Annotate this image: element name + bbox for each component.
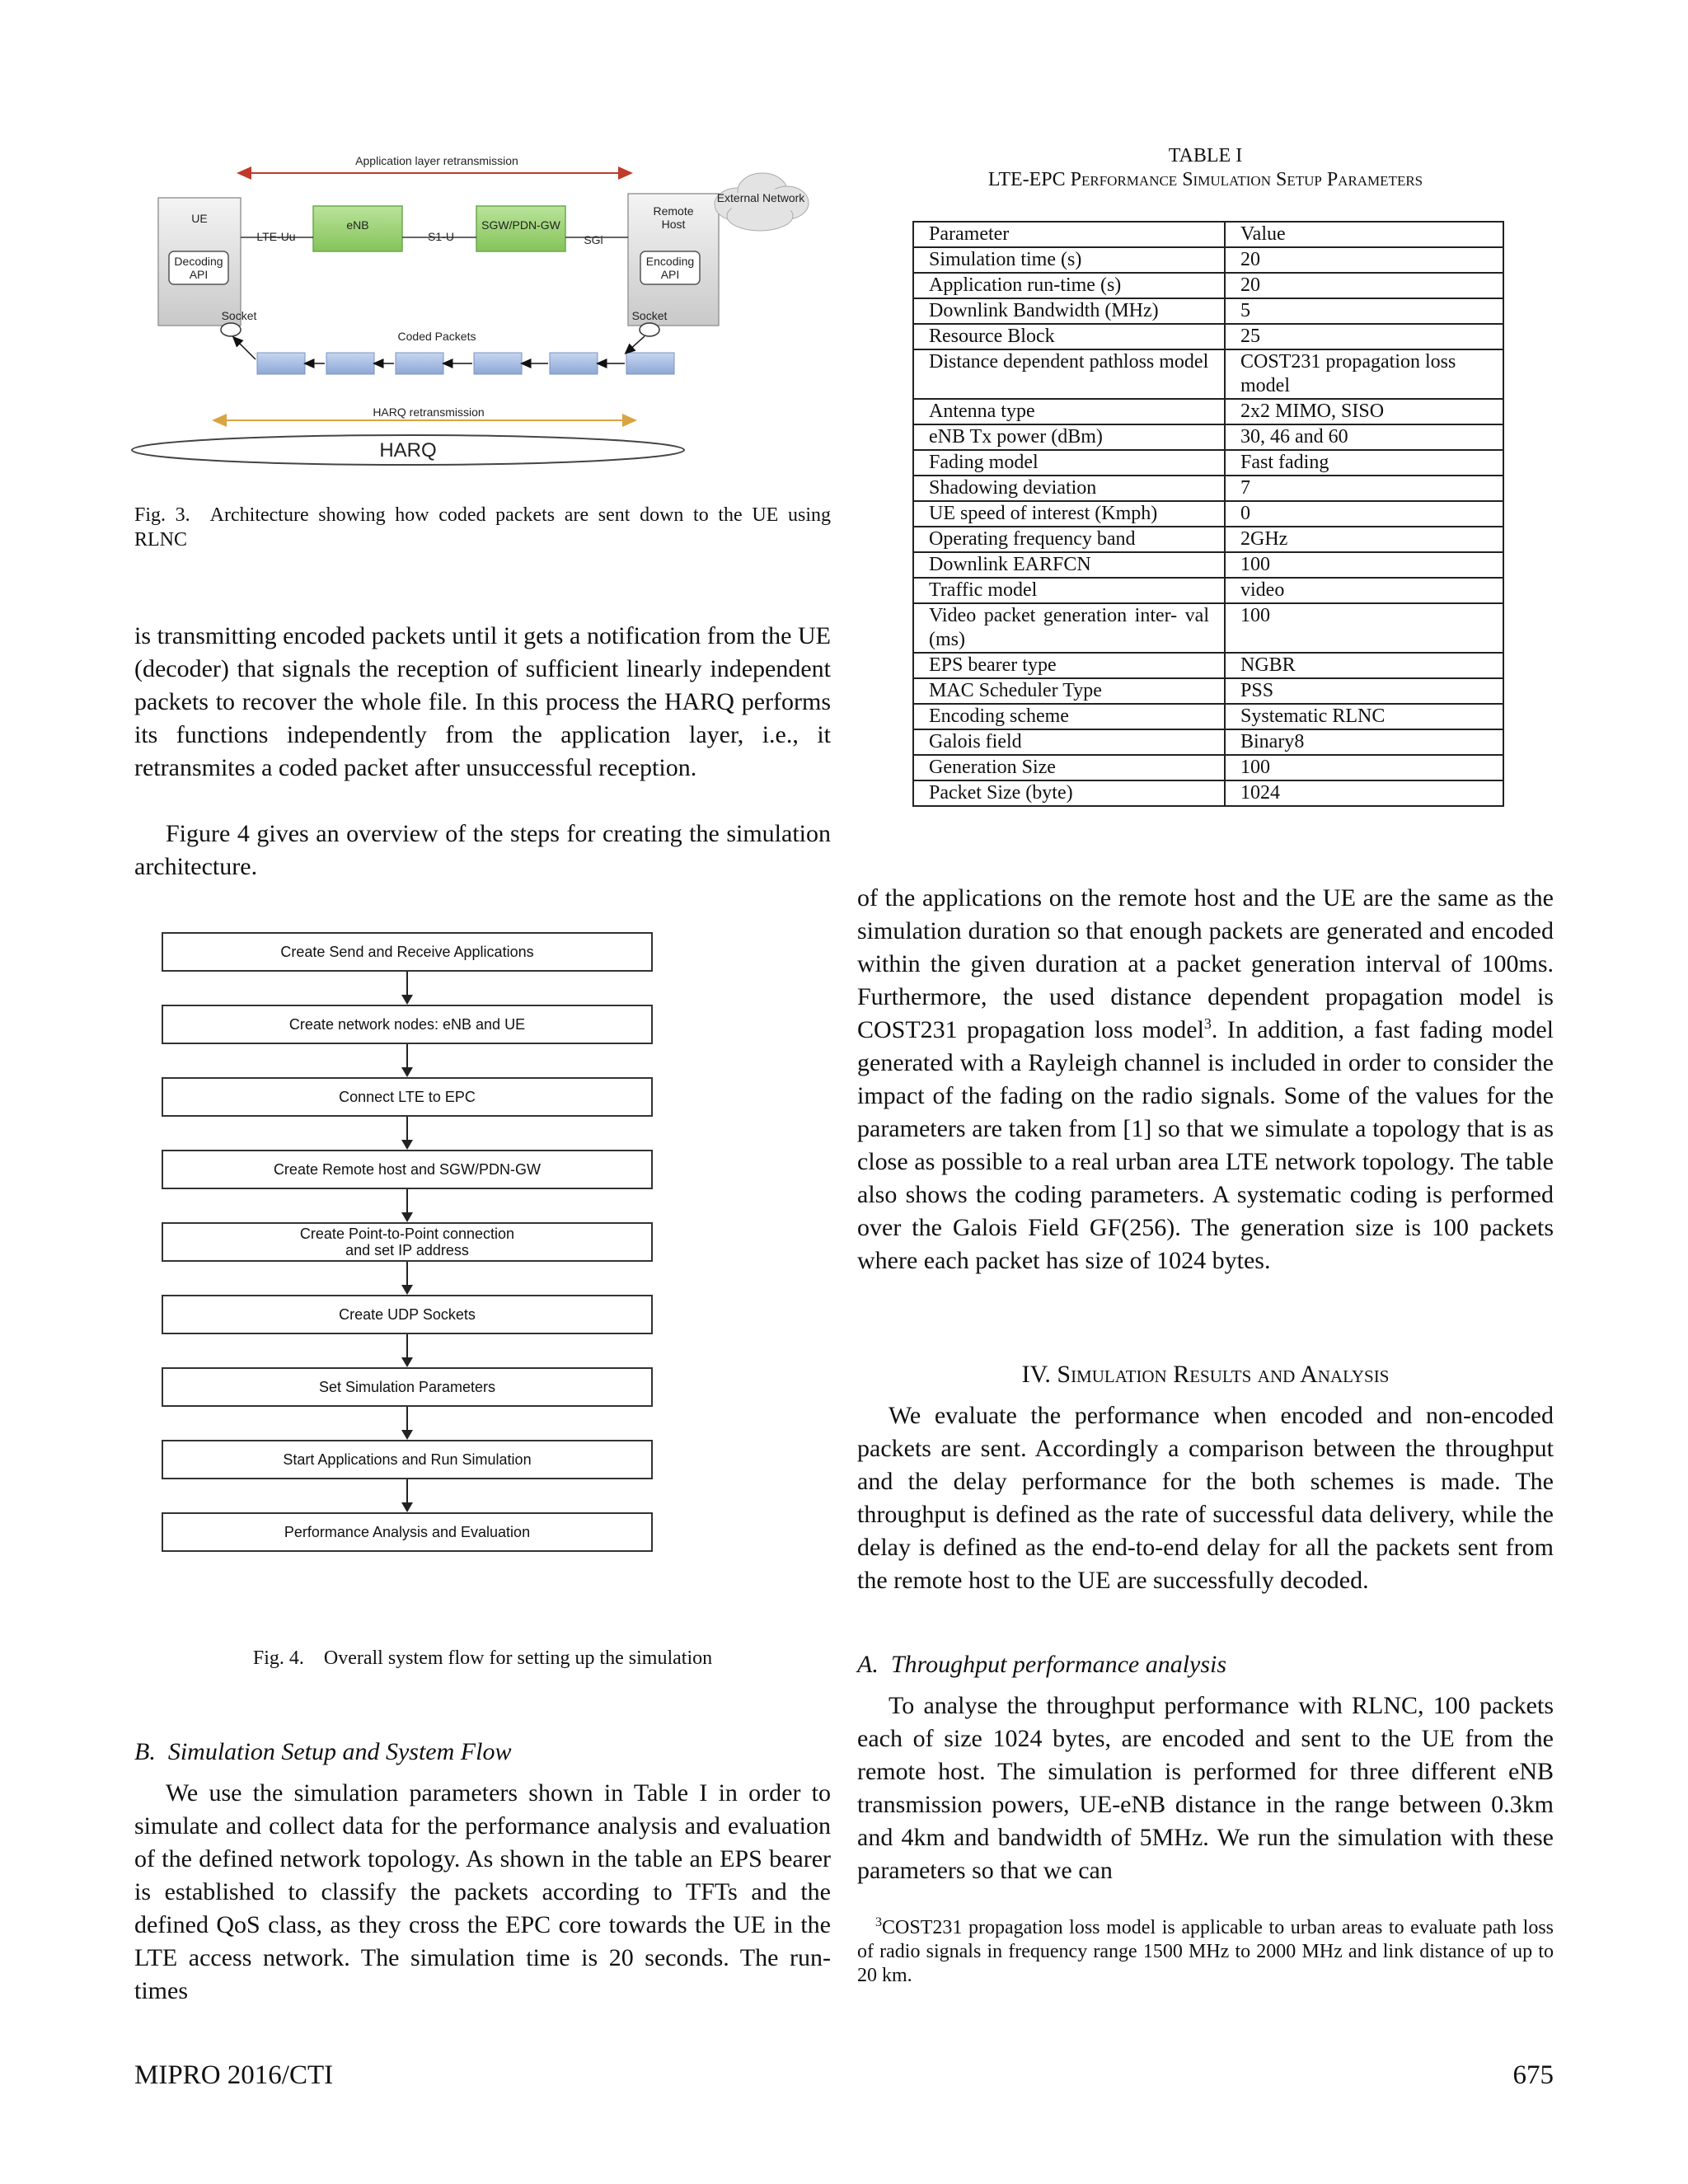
flow-step-box: Set Simulation Parameters [162,1367,653,1407]
table-cell-parameter: Generation Size [913,755,1225,780]
table-cell-parameter: Operating frequency band [913,527,1225,552]
subsection-a-heading: A. Throughput performance analysis [857,1651,1227,1678]
section-b-paragraph: We use the simulation parameters shown in Table I in order to simulate and collect data for the performance analysis and evaluation of the defined network topology. As shown in the table an EPS bearer is established to classify the packets according to TFTs and the defined QoS class, as they cross the EPC core towards the UE in the LTE access network. The simulation time is 20 seconds. The run-times [134,1779,831,2004]
table-row [913,578,1503,603]
right-paragraph-2: We evaluate the performance when encoded and non-encoded packets are sent. Accordingly a comparison between the throughput and the delay performance for the both schemes is made. The throughput is defined as the rate of successful data delivery, while the delay is defined as the end-to-end delay for all the packets sent from the remote host to the UE are successfully decoded. [857,1402,1554,1594]
table-cell-parameter: MAC Scheduler Type [913,678,1225,704]
parameter-table [912,221,1504,807]
table-cell-parameter: eNB Tx power (dBm) [913,424,1225,450]
left-paragraph-2: Figure 4 gives an overview of the steps for creating the simulation architecture. [134,820,831,880]
table-header-value: Value [1225,222,1503,247]
footnote-mark: 3 [875,1915,882,1929]
flow-arrow-head [401,1067,413,1077]
footnote-text: COST231 propagation loss model is applicable to urban areas to evaluate path loss of radio signals in frequency range 1500 MHz to 2000 MHz and link distance of up to 20 km. [857,1917,1554,1986]
footnote [857,1916,1554,1988]
table-header-row [913,222,1503,247]
lte-uu-label: LTE-Uu [256,230,296,243]
table-cell-value: 100 [1225,552,1503,578]
flow-arrow-head [401,1357,413,1367]
table-row [913,424,1503,450]
table-cell-value: 1024 [1225,780,1503,806]
table-row [913,552,1503,578]
page-number: 675 [1512,2060,1554,2090]
table-cell-parameter: Fading model [913,450,1225,476]
table-row [913,450,1503,476]
table-cell-value: 25 [1225,324,1503,349]
table-cell-value: 30, 46 and 60 [1225,424,1503,450]
table-row [913,678,1503,704]
section-b-heading: B. Simulation Setup and System Flow [134,1738,512,1765]
table-cell-parameter: Galois field [913,729,1225,755]
harq-label: HARQ [379,439,437,462]
flow-step-box: Create UDP Sockets [162,1295,653,1334]
table-row [913,324,1503,349]
sgw-label: SGW/PDN-GW [481,218,560,232]
table-cell-parameter: Distance dependent pathloss model [913,349,1225,399]
table-label: TABLE I [1168,145,1243,166]
table-row [913,603,1503,653]
table-cell-parameter: Downlink EARFCN [913,552,1225,578]
table-cell-parameter: Simulation time (s) [913,247,1225,273]
table-cell-value: 20 [1225,273,1503,298]
decoding-api-label: Decoding API [174,255,223,281]
right-paragraph-3: To analyse the throughput performance with RLNC, 100 packets each of size 1024 bytes, are encoded and sent to the UE from the remote host. The simulation is performed for three different eNB transmission powers, UE-eNB distance in the range between 0.3km and 4km and bandwidth of 5MHz. We run the simulation with these parameters so that we can [857,1692,1554,1884]
parameter-table-wrap [912,221,1504,807]
encoding-api-label: Encoding API [645,255,695,281]
sgi-label: SGi [584,233,603,246]
table-cell-value: NGBR [1225,653,1503,678]
figure-3-caption: Fig. 3. Architecture showing how coded packets are sent down to the UE using RLNC [134,504,831,551]
figure-4-caption: Fig. 4. Overall system flow for setting up the simulation [252,1647,713,1669]
enb-label: eNB [346,218,369,232]
table-cell-parameter: Video packet generation inter- val (ms) [913,603,1225,653]
remote-host-label: Remote Host [653,204,694,231]
socket-left-label: Socket [221,309,257,322]
figure-4-arrows [0,0,907,1566]
socket-right-label: Socket [631,309,668,322]
flow-arrow-head [401,1285,413,1295]
table-row [913,298,1503,324]
flow-arrow-head [401,1502,413,1512]
table-cell-value: 7 [1225,476,1503,501]
table-cell-value: Systematic RLNC [1225,704,1503,729]
table-cell-value: Fast fading [1225,450,1503,476]
table-cell-value: 100 [1225,603,1503,653]
table-cell-value: 2x2 MIMO, SISO [1225,399,1503,424]
section-4-heading: IV. Simulation Results and Analysis [1021,1361,1390,1388]
table-cell-parameter: Encoding scheme [913,704,1225,729]
table-cell-value: video [1225,578,1503,603]
table-row [913,247,1503,273]
external-network-label: External Network [716,191,805,204]
flow-step-box: Create Send and Receive Applications [162,932,653,972]
table-cell-parameter: Antenna type [913,399,1225,424]
table-cell-parameter: UE speed of interest (Kmph) [913,501,1225,527]
table-row [913,755,1503,780]
table-title: LTE-EPC Performance Simulation Setup Parameters [987,169,1423,190]
footnote-ref: 3 [1203,1015,1212,1032]
flow-step-box: Start Applications and Run Simulation [162,1440,653,1479]
table-row [913,780,1503,806]
table-row [913,729,1503,755]
table-cell-value: 20 [1225,247,1503,273]
flow-step-box: Connect LTE to EPC [162,1077,653,1117]
table-cell-parameter: Packet Size (byte) [913,780,1225,806]
table-cell-parameter: Resource Block [913,324,1225,349]
flow-arrow-head [401,995,413,1005]
table-cell-value: 2GHz [1225,527,1503,552]
footer-left: MIPRO 2016/CTI [134,2060,334,2090]
table-row [913,349,1503,399]
table-row [913,704,1503,729]
table-cell-value: COST231 propagation loss model [1225,349,1503,399]
table-row [913,653,1503,678]
flow-arrow-head [401,1212,413,1222]
table-row [913,527,1503,552]
table-row [913,273,1503,298]
table-row [913,476,1503,501]
flow-step-box: Create network nodes: eNB and UE [162,1005,653,1044]
right-paragraph-1 [857,882,1554,1277]
right-paragraph-1-a: of the applications on the remote host and the UE are the same as the simulation duration so that enough packets are generated and encoded within the given duration at a packet generation interval of 100ms. Furthermore, the used distance dependent propagation model is COST231 propagation loss model [857,884,1554,1043]
s1u-label: S1-U [428,230,454,243]
coded-packets-label: Coded Packets [397,330,476,343]
table-cell-value: 100 [1225,755,1503,780]
table-cell-value: Binary8 [1225,729,1503,755]
flow-step-box: Performance Analysis and Evaluation [162,1512,653,1552]
table-header-parameter: Parameter [913,222,1225,247]
harq-retx-label: HARQ retransmission [373,405,485,419]
table-cell-parameter: Traffic model [913,578,1225,603]
table-cell-value: 5 [1225,298,1503,324]
flow-step-box: Create Remote host and SGW/PDN-GW [162,1150,653,1189]
app-layer-label: Application layer retransmission [355,154,518,167]
table-cell-value: PSS [1225,678,1503,704]
right-paragraph-1-b: . In addition, a fast fading model generated with a Rayleigh channel is included in order to consider the impact of the fading on the radio signals. Some of the values for the parameters are taken from [1] so that we simulate a topology that is as close as possible to a real urban area LTE network topology. The table also shows the coding parameters. A systematic coding is performed over the Galois Field GF(256). The generation size is 100 packets where each packet has size of 1024 bytes. [857,1016,1554,1274]
table-row [913,399,1503,424]
ue-label: UE [191,212,208,225]
flow-step-box: Create Point-to-Point connection and set IP address [162,1222,653,1262]
flow-arrow-head [401,1430,413,1440]
table-cell-parameter: Application run-time (s) [913,273,1225,298]
table-cell-parameter: Shadowing deviation [913,476,1225,501]
table-row [913,501,1503,527]
flow-arrow-head [401,1140,413,1150]
table-cell-parameter: Downlink Bandwidth (MHz) [913,298,1225,324]
table-cell-value: 0 [1225,501,1503,527]
left-paragraph-1: is transmitting encoded packets until it gets a notification from the UE (decoder) that signals the reception of sufficient linearly independent packets to recover the whole file. In this process the HARQ performs its functions independently from the application layer, i.e., it retransmites a coded packet after unsuccessful reception. [134,622,831,781]
table-cell-parameter: EPS bearer type [913,653,1225,678]
